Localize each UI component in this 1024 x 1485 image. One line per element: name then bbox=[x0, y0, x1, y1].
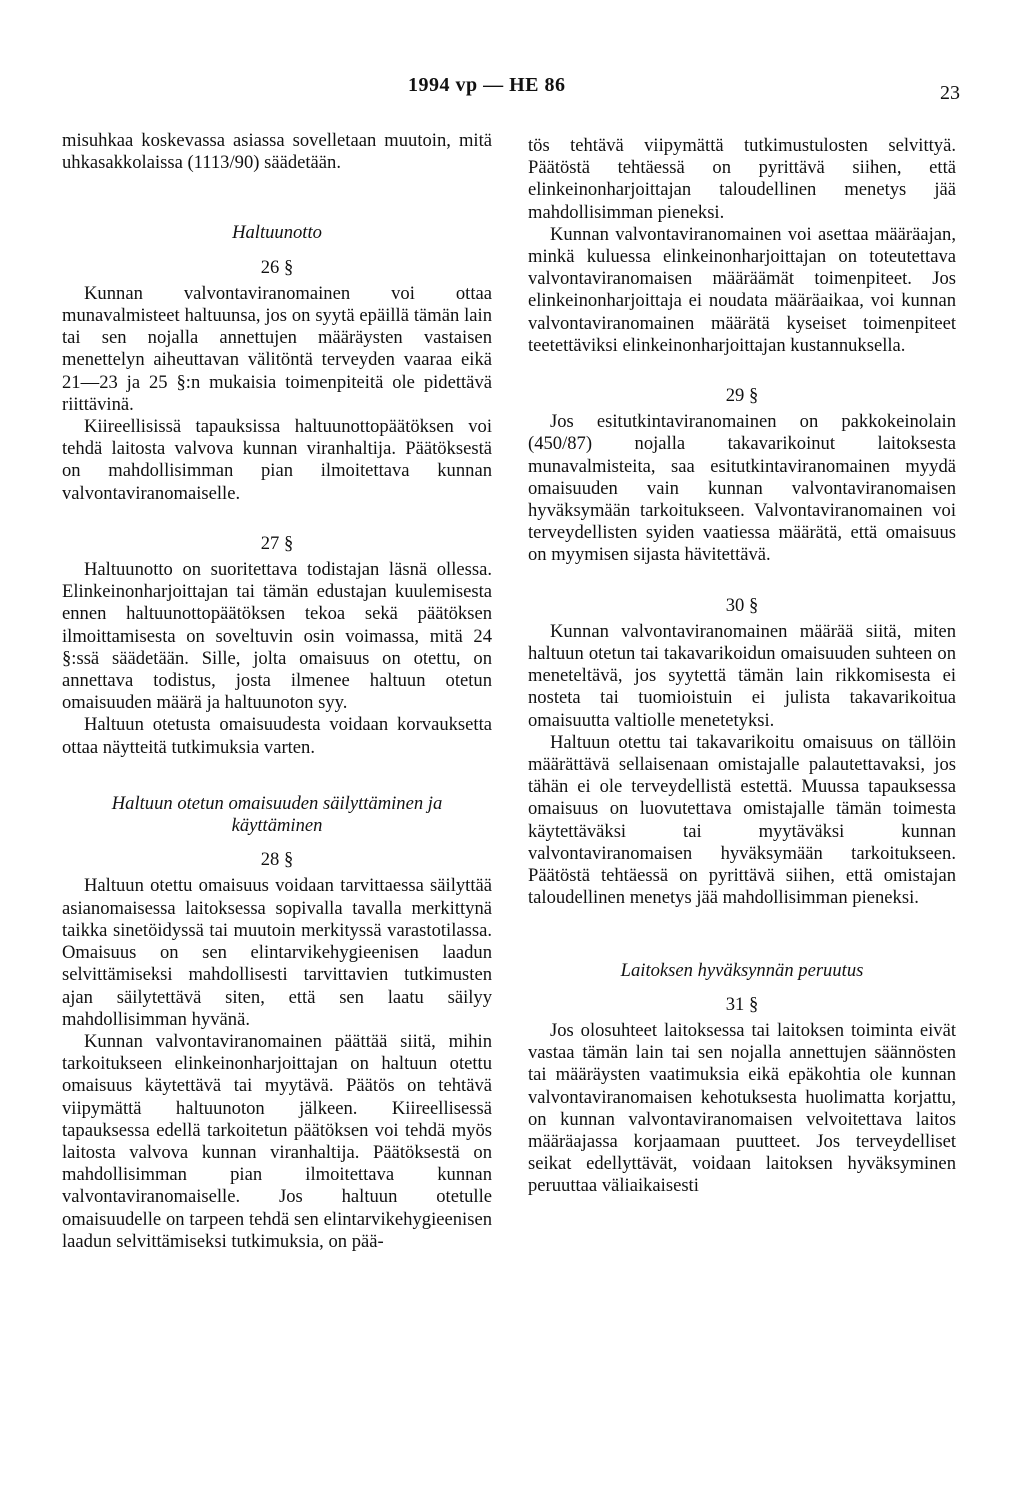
section-31-paragraph-1: Jos olosuhteet laitoksessa tai laitoksen toiminta eivät vastaa tämän lain tai sen nojalla annettujen säännösten tai määräysten vaatimuksia eikä epäkohtia ole kunnan valvontaviranomaisen kehotuksesta huolimatta korjattu, on kunnan valvontaviranomaisen velvoitettava laitos määräajassa korjaamaan puutteet. Jos terveydelliset seikat edellyttävät, voidaan laitoksen hyväksyminen peruuttaa väliaikaisesti bbox=[528, 1019, 956, 1197]
heading-haltuunotto: Haltuunotto bbox=[232, 222, 322, 244]
section-30-paragraph-2: Haltuun otettu tai takavarikoitu omaisuus on tällöin määrättävä sellaisenaan omistajalle palautettavaksi, jos tähän ei ole terveydellistä estettä. Muussa tapauksessa omaisuus on luovutettava omistajalle tämän toimesta käytettäväksi tai myytäväksi kunnan valvontaviranomaisen hyväksymään tarkoitukseen. Päätöstä tehtäessä on pyrittävä siihen, että omistajan taloudellinen menetys jää mahdollisimman pieneksi. bbox=[528, 731, 956, 909]
paragraph-continued: tös tehtävä viipymättä tutkimustulosten selvittyä. Päätöstä tehtäessä on pyrittävä siihen, että elinkeinonharjoittajan taloudellinen menetys jää mahdollisimman pieneksi. bbox=[528, 135, 956, 223]
heading-peruutus: Laitoksen hyväksynnän peruutus bbox=[620, 959, 864, 981]
section-28-paragraph-2: Kunnan valvontaviranomainen päättää siitä, mihin tarkoitukseen elinkeinonharjoittajan on haltuun otettu omaisuus käytettävä tai myytävä. Päätös on tehtävä viipymättä haltuunoton jälkeen. Kiireellisessä tapauksessa edellä tarkoitetun päätöksen voi tehdä myös laitosta valvova kunnan viranhaltija. Päätöksestä on mahdollisimman pian ilmoitettava kunnan valvontaviranomaiselle. Jos haltuun otetulle omaisuudelle on tarpeen tehdä sen elintarvikehygieenisen laadun selvittämiseksi tutkimuksia, on pää- bbox=[62, 1030, 492, 1252]
section-27-number: 27 § bbox=[260, 532, 294, 554]
section-28-number: 28 § bbox=[260, 849, 294, 871]
left-column bbox=[62, 130, 492, 1253]
section-30-paragraph-1: Kunnan valvontaviranomainen määrää siitä, miten haltuun otetun tai takavarikoidun omaisuuden suhteen on meneteltävä, jos syytettä tämän lain rikkomisesta ei nosteta tai tuomioistuin ei julista takavarikoitua omaisuutta valtiolle menetetyksi. bbox=[528, 620, 956, 731]
heading-sailyttaminen: Haltuun otetun omaisuuden säilyttäminen ja käyttäminen bbox=[111, 792, 443, 837]
section-29-number: 29 § bbox=[725, 385, 759, 407]
section-26-paragraph-2: Kiireellisissä tapauksissa haltuunottopäätöksen voi tehdä laitosta valvova kunnan viranhaltija. Päätöksestä on mahdollisimman pian ilmoitettava kunnan valvontaviranomaiselle. bbox=[62, 416, 492, 504]
section-30-number: 30 § bbox=[725, 594, 759, 616]
section-27-paragraph-1: Haltuunotto on suoritettava todistajan läsnä ollessa. Elinkeinonharjoittajan tai tämän edustajan kuulemisesta ennen haltuunottopäätöksen tekoa sekä päätöksen ilmoittamisesta on soveltuvin osin voimassa, mitä 24 §:ssä säädetään. Sille, jolta omaisuus on otettu, on annettava todistus, josta ilmenee haltuun otetun omaisuuden määrä ja haltuunoton syy. bbox=[62, 559, 492, 714]
page-number: 23 bbox=[940, 82, 960, 104]
section-26-number: 26 § bbox=[260, 256, 294, 278]
section-29-paragraph-1: Jos esitutkintaviranomainen on pakkokeinolain (450/87) nojalla takavarikoinut laitoksesta munavalmisteita, saa esitutkintaviranomainen myydä omaisuuden vain kunnan valvontaviranomaisen hyväksymään tarkoitukseen. Valvontaviranomainen voi terveydellisten syiden vaatiessa määrätä, että omaisuus on myymisen sijasta hävitettävä. bbox=[528, 411, 956, 566]
section-26-paragraph-1: Kunnan valvontaviranomainen voi ottaa munavalmisteet haltuunsa, jos on syytä epäillä tämän lain tai sen nojalla annettujen määräysten vastaisen menettelyn aiheuttavan välitöntä terveyden vaaraa eikä 21—23 ja 25 §:n mukaisia toimenpiteitä ole pidettävä riittävinä. bbox=[62, 282, 492, 415]
paragraph-intro: misuhkaa koskevassa asiassa sovelletaan muutoin, mitä uhkasakkolaissa (1113/90) säädetään. bbox=[62, 130, 492, 174]
section-31-number: 31 § bbox=[725, 993, 759, 1015]
page-header bbox=[0, 74, 1024, 104]
section-28-paragraph-1: Haltuun otettu omaisuus voidaan tarvittaessa säilyttää asianomaisessa laitoksessa sopivalla tavalla merkittynä taikka sinetöidyssä tai muutoin merkityssä varastotilassa. Omaisuus on sen elintarvikehygieenisen laadun selvittämiseksi mahdollisesti tarvittavien tutkimusten ajan säilytettävä siten, että sen laatu säilyy mahdollisimman hyvänä. bbox=[62, 875, 492, 1030]
paragraph-continued-2: Kunnan valvontaviranomainen voi asettaa määräajan, minkä kuluessa elinkeinonharjoittajan on toteutettava valvontaviranomaisen määräämät toimenpiteet. Jos elinkeinonharjoittaja ei noudata määräaikaa, voi kunnan valvontaviranomainen määrätä kyseiset toimenpiteet teetettäviksi elinkeinonharjoittajan kustannuksella. bbox=[528, 223, 956, 356]
right-column bbox=[528, 135, 956, 1198]
running-title: 1994 vp — HE 86 bbox=[408, 74, 566, 96]
section-27-paragraph-2: Haltuun otetusta omaisuudesta voidaan korvauksetta ottaa näytteitä tutkimuksia varten. bbox=[62, 714, 492, 758]
